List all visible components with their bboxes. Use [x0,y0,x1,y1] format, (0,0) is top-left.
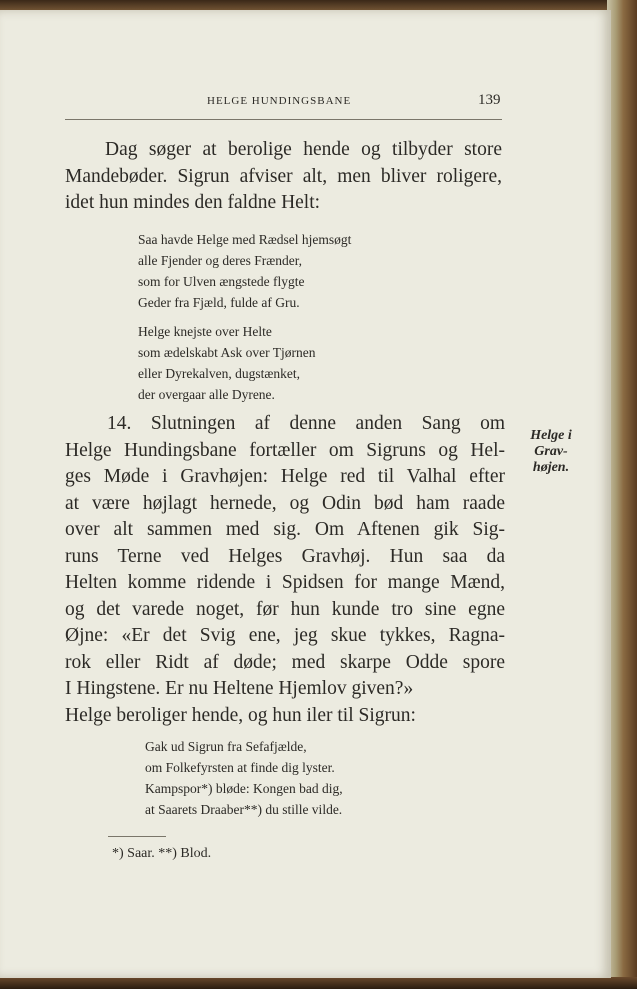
text-line: Helten komme ridende i Spidsen for mange Mænd, [65,572,505,593]
page-number: 139 [478,92,501,108]
text-line: rok eller Ridt af døde; med skarpe Odde spore [65,651,505,673]
text-line: Helge Hundingsbane fortæller om Sigruns og Hel- [65,439,505,461]
verse-line: Saa havde Helge med Rædsel hjemsøgt [138,232,352,247]
paragraph-1 [65,137,502,217]
margin-note-line: højen. [532,460,570,475]
verse-line: som ædelskabt Ask over Tjørnen [138,345,316,360]
text-line: over alt sammen med sig. Om Aftenen gik Sig- [65,519,505,540]
text-line: ges Møde i Gravhøjen: Helge red til Valhal efter [65,466,505,487]
verse-stanza-3 [145,736,343,820]
footnote-rule [108,836,166,837]
verse-line: at Saarets Draaber**) du stille vilde. [145,802,343,817]
text-line: Dag søger at berolige hende og tilbyder store [105,139,502,160]
text-line: Helge beroliger hende, og hun iler til Sigrun: [65,704,416,726]
verse-stanza-2 [138,321,315,405]
paragraph-2 [65,411,505,729]
text-line: og det varede noget, før hun kunde tro sine egne [65,598,505,620]
text-line: I Hingstene. Er nu Heltene Hjemlov given?» [65,678,414,699]
verse-line: Helge knejste over Helte [138,324,272,339]
running-head [0,92,611,111]
text-line: 14. Slutningen af denne anden Sang om [107,413,505,434]
verse-line: eller Dyrekalven, dugstænket, [138,366,300,381]
running-title: HELGE HUNDINGSBANE [207,95,352,107]
margin-note [511,428,591,476]
verse-line: om Folkefyrsten at finde dig lyster. [145,760,335,775]
verse-stanza-1 [138,229,351,313]
text-line: Mandebøder. Sigrun afviser alt, men bliver roligere, [65,165,502,187]
book-edge-bottom [0,977,637,989]
text-line: runs Terne ved Helges Gravhøj. Hun saa da [65,545,505,567]
text-line: at være højlagt hernede, og Odin bød ham raade [65,492,505,514]
text-line: Øjne: «Er det Svig ene, jeg skue tykkes, Ragna- [65,625,505,646]
verse-line: Geder fra Fjæld, fulde af Gru. [138,295,300,310]
verse-line: som for Ulven ængstede flygte [138,274,305,289]
verse-line: der overgaar alle Dyrene. [138,387,275,402]
margin-note-line: Helge i [530,428,572,443]
verse-line: alle Fjender og deres Frænder, [138,253,303,268]
footnote: *) Saar. **) Blod. [112,846,212,861]
margin-note-line: Grav- [534,444,568,459]
verse-line: Gak ud Sigrun fra Sefafjælde, [145,739,307,754]
header-rule [65,119,502,120]
book-page [0,10,611,978]
text-line: idet hun mindes den faldne Helt: [65,192,321,213]
verse-line: Kampspor*) bløde: Kongen bad dig, [145,781,343,796]
book-edge-right [607,0,637,989]
